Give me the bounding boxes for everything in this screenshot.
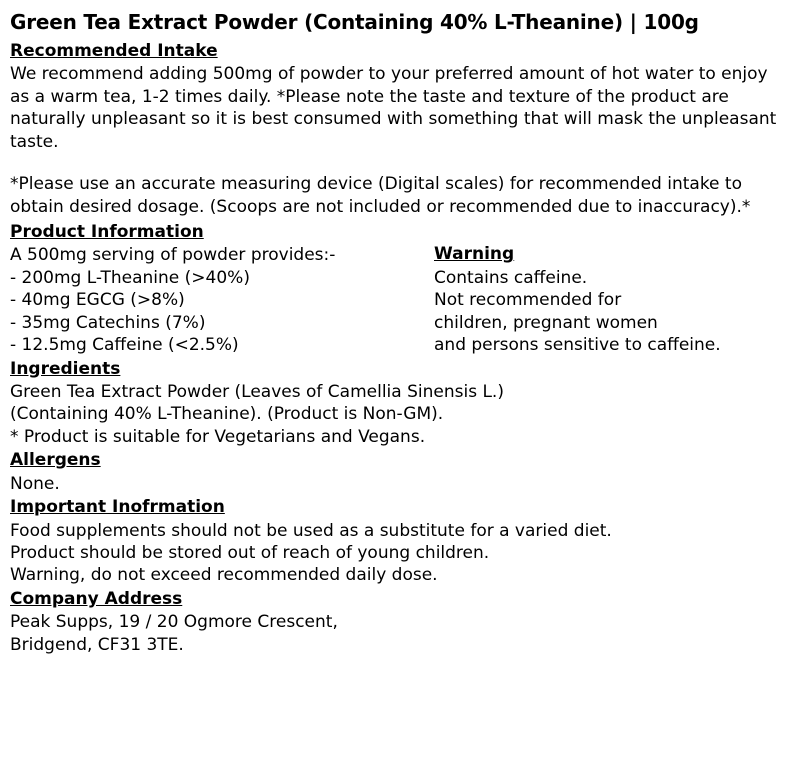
- product-information-item: - 40mg EGCG (>8%): [10, 290, 185, 311]
- warning-line: Contains caffeine.: [434, 267, 588, 288]
- company-address-line: Peak Supps, 19 / 20 Ogmore Crescent,: [10, 612, 338, 633]
- warning-line: Not recommended for: [434, 290, 622, 311]
- product-information-warning-columns: [10, 244, 785, 356]
- section-spacer: [10, 218, 785, 220]
- allergens-line: None.: [10, 473, 60, 494]
- important-information-line: Product should be stored out of reach of young children.: [10, 542, 490, 563]
- product-information-item: - 35mg Catechins (7%): [10, 312, 206, 333]
- product-information-intro: A 500mg serving of powder provides:-: [10, 245, 336, 266]
- recommended-intake-paragraph-1: We recommend adding 500mg of powder to your preferred amount of hot water to enjoy as a warm tea, 1-2 times daily. *Please note the taste and texture of the product are naturally unpleasant so it is best consumed with something that will mask the unpleasant taste.: [10, 64, 777, 152]
- section-heading-ingredients: Ingredients: [10, 358, 121, 379]
- page-title: Green Tea Extract Powder (Containing 40% L-Theanine) | 100g: [10, 10, 699, 34]
- warning-line: children, pregnant women: [434, 312, 658, 333]
- section-heading-recommended-intake: Recommended Intake: [10, 41, 218, 61]
- ingredients-line: Green Tea Extract Powder (Leaves of Camellia Sinensis L.): [10, 381, 504, 402]
- recommended-intake-paragraph-2: *Please use an accurate measuring device (Digital scales) for recommended intake to obtain desired dosage. (Scoops are not included or recommended due to inaccuracy).*: [10, 174, 751, 217]
- ingredients-line: * Product is suitable for Vegetarians and Vegans.: [10, 426, 426, 447]
- product-information-column: [10, 244, 430, 356]
- important-information-line: Warning, do not exceed recommended daily dose.: [10, 565, 438, 586]
- section-heading-product-information: Product Information: [10, 222, 204, 243]
- warning-line: and persons sensitive to caffeine.: [434, 335, 721, 356]
- product-information-item: - 200mg L-Theanine (>40%): [10, 267, 250, 288]
- warning-column: [430, 244, 785, 356]
- product-information-item: - 12.5mg Caffeine (<2.5%): [10, 335, 239, 356]
- ingredients-line: (Containing 40% L-Theanine). (Product is Non-GM).: [10, 404, 444, 425]
- section-heading-company-address: Company Address: [10, 588, 183, 609]
- important-information-line: Food supplements should not be used as a substitute for a varied diet.: [10, 520, 612, 541]
- section-heading-important-information: Important Inofrmation: [10, 497, 225, 518]
- company-address-line: Bridgend, CF31 3TE.: [10, 634, 184, 655]
- paragraph-spacer: [10, 153, 785, 173]
- section-heading-allergens: Allergens: [10, 450, 101, 471]
- section-heading-warning: Warning: [434, 244, 515, 265]
